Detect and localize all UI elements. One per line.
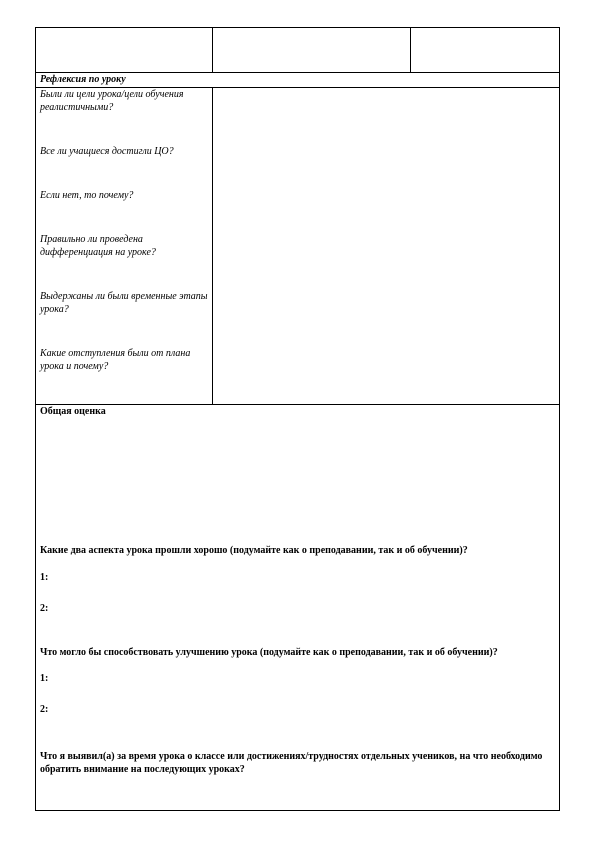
top-blank-cell-3[interactable] (411, 28, 560, 73)
summary-cell[interactable] (36, 405, 560, 811)
summary-heading: Общая оценка (40, 406, 106, 417)
top-blank-cell-1[interactable] (36, 28, 213, 73)
lesson-reflection-table (35, 27, 560, 811)
question-differentiation: Правильно ли проведена дифференциация на уроке? (40, 234, 156, 258)
reflection-questions-row (36, 88, 560, 405)
top-blank-cell-2[interactable] (213, 28, 411, 73)
question-goals-realistic: Были ли цели урока/цели обучения реалистичными? (40, 89, 184, 113)
question-time-stages: Выдержаны ли были временные этапы урока? (40, 291, 208, 315)
summary-row (36, 405, 560, 811)
answer-label-2: 2: (40, 603, 49, 614)
reflection-answer-area[interactable] (213, 88, 560, 405)
summary-question-improve: Что могло бы способствовать улучшению урока (подумайте как о преподавании, так и об обучении)? (40, 647, 498, 658)
answer-label-1: 1: (40, 572, 49, 583)
reflection-questions-cell (36, 88, 213, 405)
question-deviations: Какие отступления были от плана урока и почему? (40, 348, 191, 372)
summary-question-findings: Что я выявил(а) за время урока о классе или достижениях/трудностях отдельных учеников, на что необходимо обратить внимание на последующих уроках? (40, 751, 543, 775)
answer-label-4: 2: (40, 704, 49, 715)
reflection-heading: Рефлексия по уроку (36, 73, 560, 88)
question-if-not-why: Если нет, то почему? (40, 190, 134, 201)
top-blank-row (36, 28, 560, 73)
question-all-achieved: Все ли учащиеся достигли ЦО? (40, 146, 174, 157)
answer-label-3: 1: (40, 673, 49, 684)
reflection-header-row (36, 73, 560, 88)
summary-question-went-well: Какие два аспекта урока прошли хорошо (подумайте как о преподавании, так и об обучении)? (40, 545, 468, 556)
